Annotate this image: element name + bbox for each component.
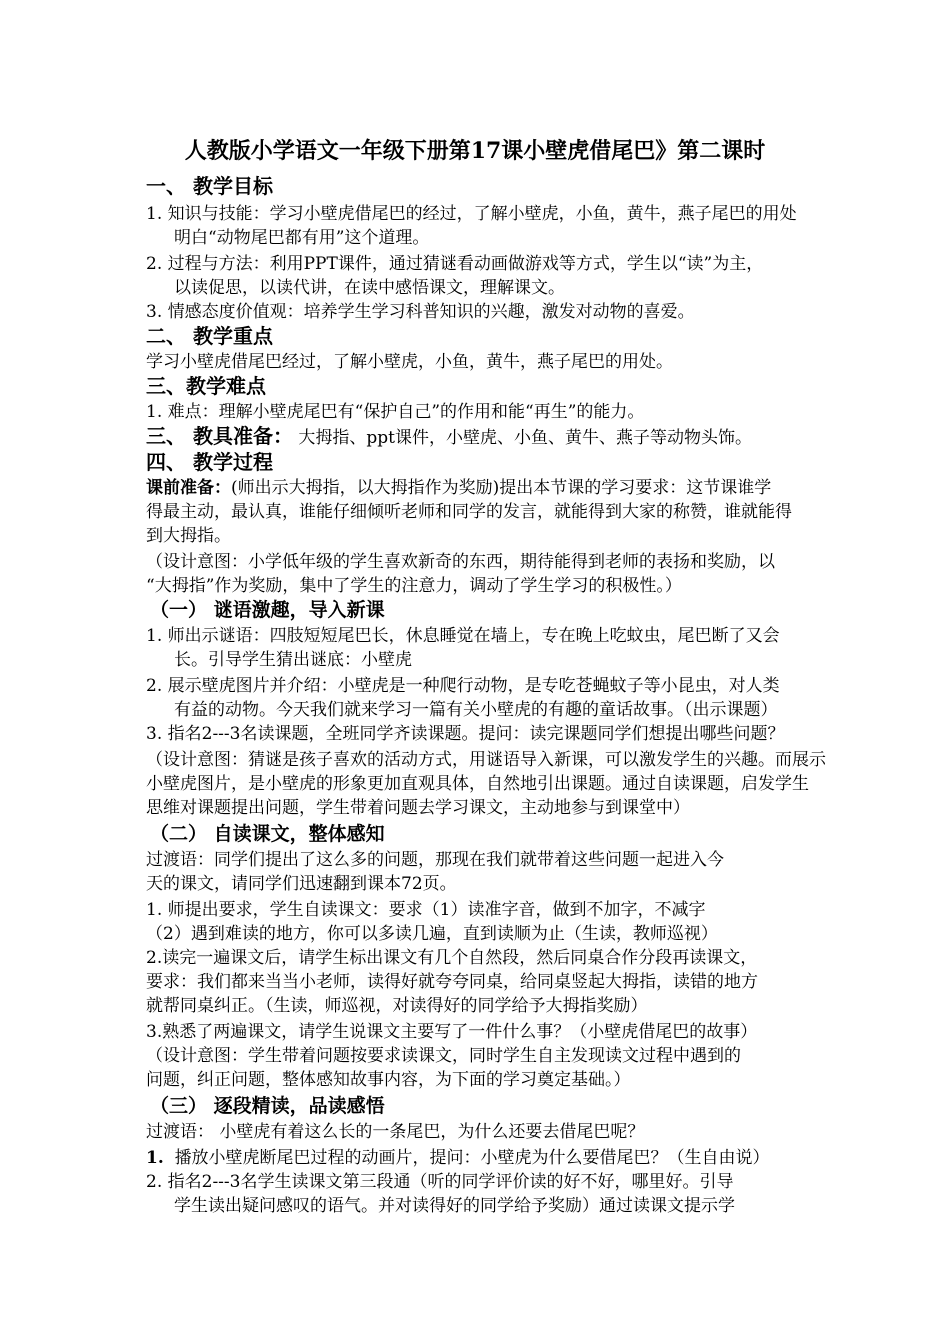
goal-2: 2. 过程与方法：利用PPT课件，通过猜谜看动画做游戏等方式，学生以“读”为主，	[146, 254, 764, 274]
part2-item-1: 1. 师提出要求，学生自读课文：要求（1）读准字音，做到不加字，不减字	[146, 900, 706, 920]
part1-intent-3: 思维对课题提出问题，学生带着问题去学习课文，主动地参与到课堂中）	[146, 798, 690, 818]
part1-item-3: 3. 指名2---3名读课题，全班同学齐读课题。提问：读完课题同学们想提出哪些问题？	[146, 724, 785, 744]
goal-2-cont: 以读促思，以读代讲，在读中感悟课文，理解课文。	[174, 278, 565, 298]
prep-text: (师出示大拇指，以大拇指作为奖励)提出本节课的学习要求：这节课谁学	[231, 478, 772, 498]
part3-item-1	[146, 1146, 770, 1170]
part2-item-2-cont: 要求：我们都来当当小老师，读得好就夸夸同桌，给同桌竖起大拇指，读错的地方	[146, 972, 758, 992]
part3-item-1-number: 1.	[146, 1148, 164, 1168]
difficulty-1: 1. 难点：理解小壁虎尾巴有“保护自己”的作用和能“再生”的能力。	[146, 402, 645, 422]
part1-intent-1: （设计意图：猜谜是孩子喜欢的活动方式，用谜语导入新课，可以激发学生的兴趣。而展示	[146, 750, 826, 770]
heading-teaching-process: 四、 教学过程	[146, 450, 273, 474]
part1-item-1: 1. 师出示谜语：四肢短短尾巴长，休息睡觉在墙上，专在晚上吃蚊虫，尾巴断了又会	[146, 626, 780, 646]
heading-difficulties: 三、教学难点	[146, 374, 266, 398]
part3-item-2: 2. 指名2---3名学生读课文第三段通（听的同学评价读的好不好，哪里好。引导	[146, 1172, 734, 1192]
heading-key-points: 二、 教学重点	[146, 324, 273, 348]
prep-line-1	[146, 476, 771, 500]
prep-label: 课前准备：	[146, 478, 231, 498]
goal-1: 1. 知识与技能：学习小壁虎借尾巴的经过，了解小壁虎，小鱼，黄牛，燕子尾巴的用处	[146, 204, 797, 224]
part2-intent-2: 问题，纠正问题，整体感知故事内容，为下面的学习奠定基础。）	[146, 1070, 631, 1090]
prep-intent-1: （设计意图：小学低年级的学生喜欢新奇的东西，期待能得到老师的表扬和奖励，以	[146, 552, 775, 572]
document-title: 人教版小学语文一年级下册第17课小壁虎借尾巴》第二课时	[184, 138, 766, 164]
prep-intent-2: “大拇指”作为奖励，集中了学生的注意力，调动了学生学习的积极性。）	[146, 576, 682, 596]
part1-item-2-cont: 有益的动物。今天我们就来学习一篇有关小壁虎的有趣的童话故事。（出示课题）	[174, 700, 778, 720]
heading-teaching-aids: 三、 教具准备：	[146, 424, 293, 448]
part1-intent-2: 小壁虎图片，是小壁虎的形象更加直观具体，自然地引出课题。通过自读课题，启发学生	[146, 774, 809, 794]
part1-item-2: 2. 展示壁虎图片并介绍：小壁虎是一种爬行动物，是专吃苍蝇蚊子等小昆虫，对人类	[146, 676, 780, 696]
part2-item-1-cont: （2）遇到难读的地方，你可以多读几遍，直到读顺为止（生读，教师巡视）	[146, 924, 718, 944]
part2-item-3: 3.熟悉了两遍课文，请学生说课文主要写了一件什么事？（小壁虎借尾巴的故事）	[146, 1022, 758, 1042]
goal-1-cont: 明白“动物尾巴都有用”这个道理。	[174, 228, 430, 248]
part2-item-2-cont2: 就帮同桌纠正。（生读，师巡视，对读得好的同学给予大拇指奖励）	[146, 996, 648, 1016]
part3-transition: 过渡语： 小壁虎有着这么长的一条尾巴，为什么还要去借尾巴呢？	[146, 1122, 645, 1142]
part2-transition-2: 天的课文，请同学们迅速翻到课本72页。	[146, 874, 457, 894]
key-points-text: 学习小壁虎借尾巴经过，了解小壁虎，小鱼，黄牛，燕子尾巴的用处。	[146, 352, 673, 372]
part2-intent-1: （设计意图：学生带着问题按要求读课文，同时学生自主发现读文过程中遇到的	[146, 1046, 741, 1066]
prep-line-2: 得最主动，最认真，谁能仔细倾听老师和同学的发言，就能得到大家的称赞，谁就能得	[146, 502, 792, 522]
part2-item-2: 2.读完一遍课文后，请学生标出课文有几个自然段，然后同桌合作分段再读课文，	[146, 948, 758, 968]
teaching-aids	[146, 424, 752, 450]
heading-teaching-goals: 一、 教学目标	[146, 174, 273, 198]
goal-3: 3. 情感态度价值观：培养学生学习科普知识的兴趣，激发对动物的喜爱。	[146, 302, 695, 322]
part3-item-2-cont: 学生读出疑问感叹的语气。并对读得好的同学给予奖励）通过读课文提示学	[174, 1196, 735, 1216]
part3-item-1-text: 播放小壁虎断尾巴过程的动画片，提问：小壁虎为什么要借尾巴？（生自由说）	[174, 1148, 770, 1168]
teaching-aids-text: 大拇指、ppt课件，小壁虎、小鱼、黄牛、燕子等动物头饰。	[298, 428, 752, 448]
heading-part-1: （一） 谜语激趣，导入新课	[150, 599, 385, 621]
prep-line-3: 到大拇指。	[146, 526, 231, 546]
part1-item-1-cont: 长。引导学生猜出谜底：小壁虎	[174, 650, 412, 670]
part2-transition-1: 过渡语：同学们提出了这么多的问题，那现在我们就带着这些问题一起进入今	[146, 850, 724, 870]
heading-part-2: （二） 自读课文，整体感知	[150, 823, 385, 845]
heading-part-3: （三） 逐段精读，品读感悟	[150, 1095, 385, 1117]
